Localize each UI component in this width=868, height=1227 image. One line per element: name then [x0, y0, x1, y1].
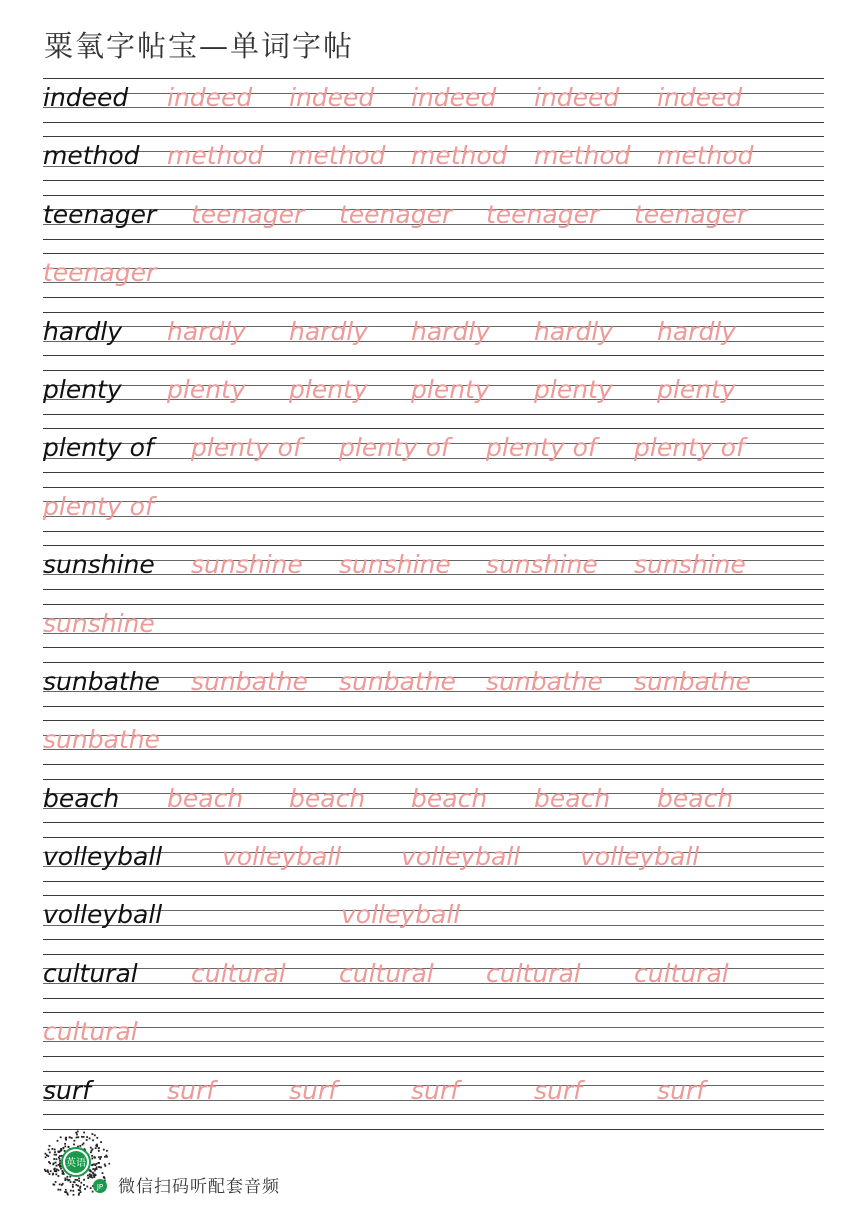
practice-row [43, 428, 824, 486]
guide-line [43, 662, 824, 663]
trace-word: beach [167, 783, 244, 813]
guide-line [43, 122, 824, 123]
qr-code-icon[interactable] [42, 1128, 110, 1196]
trace-word: teenager [43, 258, 157, 288]
trace-word: teenager [191, 199, 305, 229]
practice-row [43, 1071, 824, 1129]
trace-word: sunshine [43, 608, 155, 638]
guide-line [43, 1056, 824, 1057]
trace-word: volleyball [401, 842, 521, 872]
trace-word: cultural [43, 1017, 138, 1047]
guide-line [43, 428, 824, 429]
model-word: teenager [43, 199, 157, 229]
guide-line [43, 1071, 824, 1072]
model-word: method [43, 141, 140, 171]
model-word: plenty of [43, 433, 154, 463]
trace-word: beach [289, 783, 366, 813]
trace-word: cultural [634, 958, 729, 988]
guide-line [43, 297, 824, 298]
trace-word: plenty of [339, 433, 450, 463]
guide-line [43, 531, 824, 532]
trace-word: beach [411, 783, 488, 813]
guide-line [43, 180, 824, 181]
practice-row [43, 78, 824, 136]
practice-row [43, 604, 824, 662]
guide-line [43, 764, 824, 765]
practice-row [43, 662, 824, 720]
trace-word: beach [534, 783, 611, 813]
practice-row [43, 720, 824, 778]
trace-word: hardly [167, 316, 247, 346]
trace-word: plenty of [191, 433, 302, 463]
guide-line [43, 253, 824, 254]
practice-row [43, 312, 824, 370]
guide-line [43, 1114, 824, 1115]
trace-word: sunshine [191, 550, 303, 580]
trace-word: cultural [191, 958, 286, 988]
guide-line [43, 720, 824, 721]
guide-line [43, 998, 824, 999]
model-word: indeed [43, 83, 129, 112]
guide-line [43, 545, 824, 546]
guide-line [43, 1012, 824, 1013]
trace-word: sunbathe [339, 666, 456, 696]
trace-word: method [657, 141, 754, 171]
guide-line [43, 136, 824, 137]
guide-line [43, 749, 824, 750]
practice-row [43, 837, 824, 895]
trace-word: sunshine [339, 550, 451, 580]
trace-word: hardly [289, 316, 369, 346]
practice-sheet [43, 78, 824, 1129]
trace-word: indeed [657, 83, 743, 112]
practice-row [43, 545, 824, 603]
guide-line [43, 589, 824, 590]
trace-word: surf [411, 1075, 459, 1105]
model-word: beach [43, 783, 120, 813]
practice-row [43, 487, 824, 545]
trace-word: indeed [289, 83, 375, 112]
trace-word: plenty [657, 374, 736, 404]
trace-word: plenty [167, 374, 246, 404]
guide-line [43, 881, 824, 882]
guide-line [43, 268, 824, 269]
guide-line [43, 618, 824, 619]
practice-row [43, 136, 824, 194]
trace-word: sunbathe [191, 666, 308, 696]
guide-line [43, 312, 824, 313]
trace-word: hardly [411, 316, 491, 346]
model-word: sunbathe [43, 666, 160, 696]
qr-corner-label: JP [96, 1183, 104, 1191]
trace-word: cultural [339, 958, 434, 988]
guide-line [43, 355, 824, 356]
trace-word: method [411, 141, 508, 171]
guide-line [43, 370, 824, 371]
trace-word: surf [534, 1075, 582, 1105]
model-word: volleyball [43, 842, 163, 872]
trace-word: plenty [289, 374, 368, 404]
trace-word: surf [289, 1075, 337, 1105]
trace-word: beach [657, 783, 734, 813]
practice-row [43, 779, 824, 837]
guide-line [43, 239, 824, 240]
guide-line [43, 895, 824, 896]
model-word: sunshine [43, 550, 155, 580]
trace-word: surf [657, 1075, 705, 1105]
footer [42, 1128, 342, 1198]
trace-word: teenager [339, 199, 453, 229]
guide-line [43, 487, 824, 488]
page-title: 粟氧字帖宝—单词字帖 [44, 29, 355, 63]
trace-word: plenty of [43, 491, 154, 521]
guide-line [43, 706, 824, 707]
model-word: surf [43, 1075, 91, 1105]
trace-word: sunbathe [486, 666, 603, 696]
practice-row [43, 253, 824, 311]
trace-word: plenty of [634, 433, 745, 463]
trace-word: cultural [486, 958, 581, 988]
practice-row [43, 895, 824, 953]
trace-word: plenty [411, 374, 490, 404]
model-word: cultural [43, 958, 138, 988]
trace-word: sunbathe [634, 666, 751, 696]
guide-line [43, 78, 824, 79]
trace-word: indeed [534, 83, 620, 112]
trace-word: plenty [534, 374, 613, 404]
guide-line [43, 939, 824, 940]
model-word: volleyball [43, 900, 163, 930]
practice-row [43, 1012, 824, 1070]
trace-word: indeed [411, 83, 497, 112]
guide-line [43, 195, 824, 196]
trace-word: volleyball [222, 842, 342, 872]
trace-word: volleyball [580, 842, 700, 872]
guide-line [43, 837, 824, 838]
guide-line [43, 472, 824, 473]
trace-word: sunbathe [43, 725, 160, 755]
practice-row [43, 370, 824, 428]
trace-word: method [289, 141, 386, 171]
guide-line [43, 604, 824, 605]
guide-line [43, 501, 824, 502]
trace-word: plenty of [486, 433, 597, 463]
practice-row [43, 954, 824, 1012]
guide-line [43, 414, 824, 415]
qr-badge-label: 英语 [66, 1158, 86, 1169]
model-word: hardly [43, 316, 123, 346]
trace-word: sunshine [486, 550, 598, 580]
trace-word: teenager [634, 199, 748, 229]
guide-line [43, 633, 824, 634]
guide-line [43, 1041, 824, 1042]
guide-line [43, 735, 824, 736]
guide-line [43, 647, 824, 648]
trace-word: method [167, 141, 264, 171]
trace-word: hardly [534, 316, 614, 346]
trace-word: volleyball [341, 900, 461, 930]
footer-caption: 微信扫码听配套音频 [118, 1177, 280, 1197]
guide-line [43, 282, 824, 283]
trace-word: indeed [167, 83, 253, 112]
practice-row [43, 195, 824, 253]
guide-line [43, 822, 824, 823]
trace-word: teenager [486, 199, 600, 229]
trace-word: sunshine [634, 550, 746, 580]
model-word: plenty [43, 374, 122, 404]
trace-word: method [534, 141, 631, 171]
guide-line [43, 516, 824, 517]
guide-line [43, 954, 824, 955]
guide-line [43, 779, 824, 780]
trace-word: hardly [657, 316, 737, 346]
trace-word: surf [167, 1075, 215, 1105]
guide-line [43, 1027, 824, 1028]
